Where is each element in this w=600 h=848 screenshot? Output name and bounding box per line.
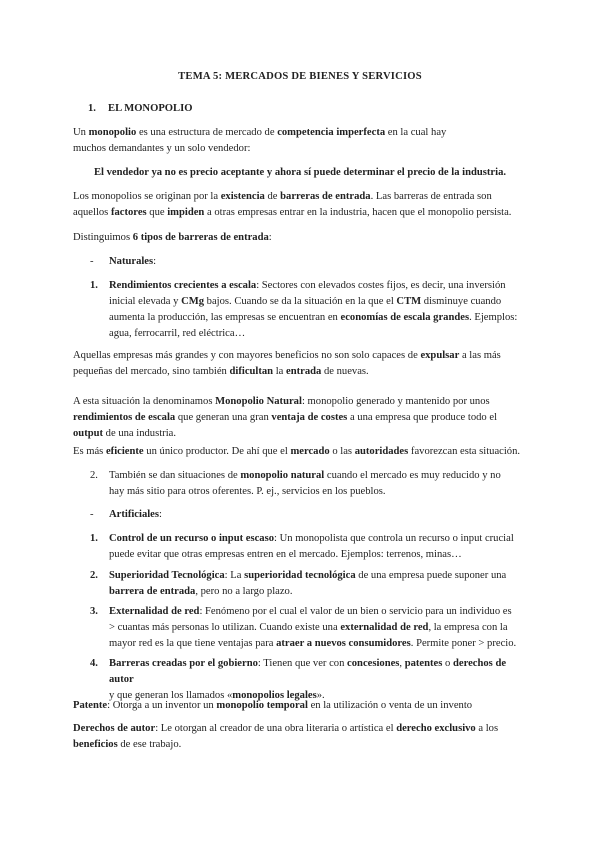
intro-paragraph: [73, 125, 533, 157]
large-firms-paragraph: [73, 348, 533, 380]
document-title: TEMA 5: MERCADOS DE BIENES Y SERVICIOS: [178, 71, 422, 82]
bold-text: Monopolio Natural: [215, 396, 302, 407]
bold-text: CTM: [396, 296, 422, 307]
text: mayor red es la que tiene ventajas para: [109, 638, 277, 649]
bold-text: expulsar: [420, 350, 460, 361]
bold-text: Artificiales: [109, 509, 160, 520]
text: de nuevas.: [321, 366, 369, 377]
bold-text: monopolio natural: [240, 470, 325, 481]
bold-text: atraer a nuevos consumidores: [276, 638, 411, 649]
text: : monopolio generado y mantenido por unos: [301, 396, 490, 407]
list-number: 2.: [90, 570, 98, 581]
text: Un: [73, 127, 89, 138]
list-number: 1.: [90, 533, 98, 544]
text: ».: [316, 690, 325, 701]
text: Los monopolios se originan por la: [73, 191, 221, 202]
bold-text: barrera de entrada: [109, 586, 196, 597]
list-item: [90, 468, 529, 500]
text: que: [146, 207, 168, 218]
bold-text: monopolios legales: [232, 690, 317, 701]
section-number: 1.: [88, 103, 96, 114]
bullet-artificiales: [90, 507, 529, 523]
text: > cuantas más personas lo utilizan. Cuando existe una: [109, 622, 341, 633]
text: :: [159, 509, 162, 520]
bold-text: Superioridad Tecnológica: [109, 570, 225, 581]
bold-text: barreras de entrada: [280, 191, 371, 202]
key-statement: [0, 165, 600, 181]
text: : La: [224, 570, 245, 581]
patente-definition: [73, 698, 533, 714]
natural-monopoly-paragraph: [73, 394, 533, 442]
bullet-naturales: [90, 254, 529, 270]
bold-text: Naturales: [109, 256, 154, 267]
bold-text: impiden: [167, 207, 205, 218]
text: : Otorga a un inventor un: [107, 700, 217, 711]
bold-text: Rendimientos crecientes a escala: [109, 280, 257, 291]
text: ,: [399, 658, 405, 669]
text: a una empresa que produce todo el: [347, 412, 498, 423]
bold-text: competencia imperfecta: [277, 127, 386, 138]
bold-text: Control de un recurso o input escaso: [109, 533, 274, 544]
text: aquellos: [73, 207, 111, 218]
text: , pero no a largo plazo.: [195, 586, 293, 597]
bold-text: dificultan: [229, 366, 274, 377]
text: . Permite poner > precio.: [410, 638, 517, 649]
bold-text: El vendedor ya no es precio aceptante y ahora sí puede determinar el precio de la industria.: [93, 167, 507, 178]
list-item: [90, 656, 529, 704]
list-item: [90, 604, 529, 652]
text: agua, ferrocarril, red eléctrica…: [109, 328, 246, 339]
text: de ese trabajo.: [117, 739, 182, 750]
text: Es más: [73, 446, 106, 457]
bold-text: rendimientos de escala: [73, 412, 176, 423]
text: bajos. Cuando se da la situación en la que el: [204, 296, 397, 307]
types-paragraph: [73, 230, 533, 246]
text: :: [153, 256, 157, 267]
text: un único productor. De ahí que el: [143, 446, 291, 457]
text: a los: [475, 723, 499, 734]
bold-text: derechos de autor: [109, 658, 507, 685]
text: o las: [329, 446, 355, 457]
text: : Le otorgan al creador de una obra literaria o artística el: [155, 723, 397, 734]
bold-text: eficiente: [105, 446, 144, 457]
text: aumenta la producción, las empresas se encuentran en: [109, 312, 341, 323]
list-number: 4.: [90, 658, 98, 669]
text: A esta situación la denominamos: [73, 396, 216, 407]
dash-marker: -: [90, 256, 94, 267]
bold-text: output: [73, 428, 104, 439]
bold-text: 6 tipos de barreras de entrada: [132, 232, 269, 243]
text: cuando el mercado es muy reducido y no: [324, 470, 501, 481]
text: : Fenómeno por el cual el valor de un bien o servicio para un individuo es: [199, 606, 512, 617]
bold-text: Patente: [73, 700, 108, 711]
list-item: [90, 278, 529, 342]
text: Aquellas empresas más grandes y con mayores beneficios no son solo capaces de: [73, 350, 421, 361]
bold-text: existencia: [220, 191, 265, 202]
bold-text: Derechos de autor: [73, 723, 156, 734]
text: o: [442, 658, 453, 669]
bold-text: monopolio temporal: [216, 700, 308, 711]
bold-text: monopolio: [88, 127, 137, 138]
text: a las más: [459, 350, 501, 361]
bold-text: derecho exclusivo: [396, 723, 476, 734]
section-title: EL MONOPOLIO: [108, 103, 193, 114]
text: : Sectores con elevados costes fijos, es decir, una inversión: [256, 280, 506, 291]
text: de: [264, 191, 281, 202]
text: que generan una gran: [175, 412, 272, 423]
text: de una empresa puede suponer una: [355, 570, 507, 581]
dash-marker: -: [90, 509, 94, 520]
text: muchos demandantes y un solo vendedor:: [73, 143, 251, 154]
bold-text: CMg: [181, 296, 205, 307]
list-number: 2.: [90, 470, 98, 481]
derechos-definition: [73, 721, 533, 753]
text: favorezcan esta situación.: [408, 446, 521, 457]
bold-text: beneficios: [73, 739, 118, 750]
bold-text: concesiones: [347, 658, 400, 669]
list-item: [90, 531, 529, 563]
bold-text: autoridades: [354, 446, 409, 457]
text: :: [268, 232, 272, 243]
bold-text: economías de escala grandes: [340, 312, 470, 323]
text: hay más sitio para otros oferentes. P. ej., servicios en los pueblos.: [109, 486, 386, 497]
text: . Las barreras de entrada son: [370, 191, 492, 202]
bold-text: ventaja de costes: [271, 412, 348, 423]
text: de una industria.: [103, 428, 176, 439]
bold-text: mercado: [290, 446, 330, 457]
text: puede evitar que otras empresas entren en el mercado. Ejemplos: terrenos, minas…: [109, 549, 462, 560]
text: pequeñas del mercado, sino también: [73, 366, 230, 377]
bold-text: entrada: [286, 366, 322, 377]
bold-text: factores: [110, 207, 147, 218]
text: inicial elevada y: [109, 296, 182, 307]
text: la: [273, 366, 287, 377]
text: . Ejemplos:: [469, 312, 518, 323]
bold-text: Externalidad de red: [109, 606, 200, 617]
text: : Un monopolista que controla un recurso o input crucial: [274, 533, 514, 544]
text: Distinguimos: [73, 232, 133, 243]
origin-paragraph: [73, 189, 533, 221]
bold-text: externalidad de red: [340, 622, 429, 633]
bold-text: Barreras creadas por el gobierno: [109, 658, 258, 669]
section-heading: [88, 101, 192, 117]
text: y que generan los llamados «: [109, 690, 233, 701]
list-number: 3.: [90, 606, 98, 617]
text: a otras empresas entrar en la industria, hacen que el monopolio persista.: [204, 207, 512, 218]
bold-text: patentes: [404, 658, 443, 669]
text: en la utilización o venta de un invento: [307, 700, 473, 711]
text: es una estructura de mercado de: [136, 127, 278, 138]
text: : Tienen que ver con: [257, 658, 348, 669]
list-item: [90, 568, 529, 600]
efficiency-paragraph: [73, 444, 533, 460]
text: en la cual hay: [385, 127, 447, 138]
text: , la empresa con la: [428, 622, 508, 633]
text: disminuye cuando: [421, 296, 502, 307]
bold-text: superioridad tecnológica: [244, 570, 356, 581]
list-number: 1.: [90, 280, 98, 291]
text: También se dan situaciones de: [109, 470, 241, 481]
